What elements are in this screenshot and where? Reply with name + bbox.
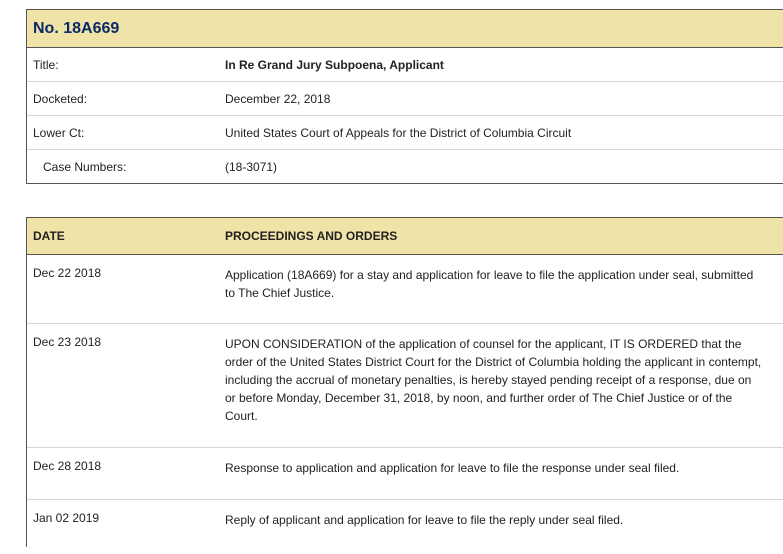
case-numbers-row xyxy=(27,150,783,184)
case-numbers-label: Case Numbers: xyxy=(43,160,127,174)
docketed-label: Docketed: xyxy=(33,91,88,106)
proceeding-row xyxy=(27,255,783,324)
title-label: Title: xyxy=(33,57,59,72)
proceedings-column-header: PROCEEDINGS AND ORDERS xyxy=(225,229,398,243)
proceeding-row xyxy=(27,500,783,548)
proceeding-text: UPON CONSIDERATION of the application of counsel for the applicant, IT IS ORDERED that the order of the United States District Court for the District of Columbia holding the applicant in contempt, including the accrual of monetary penalties, is hereby stayed pending receipt of a response, due on or before Monday, December 31, 2018, by noon, and further order of The Chief Justice or of the Court. xyxy=(225,337,762,423)
docketed-value: December 22, 2018 xyxy=(225,91,331,106)
case-numbers-value: (18-3071) xyxy=(225,160,278,174)
docketed-row xyxy=(27,82,783,116)
lower-court-row xyxy=(27,116,783,150)
proceedings-panel xyxy=(26,217,783,547)
docket-header xyxy=(27,10,783,48)
docket-info-panel xyxy=(26,9,783,184)
proceeding-date: Dec 23 2018 xyxy=(33,335,102,349)
title-row xyxy=(27,48,783,82)
date-column-header: DATE xyxy=(33,229,65,243)
proceeding-row xyxy=(27,324,783,448)
proceeding-text: Reply of applicant and application for leave to file the reply under seal filed. xyxy=(225,513,624,527)
proceedings-header xyxy=(27,218,783,255)
lower-court-label: Lower Ct: xyxy=(33,125,85,140)
proceeding-date: Dec 22 2018 xyxy=(33,266,102,280)
proceeding-date: Jan 02 2019 xyxy=(33,511,100,525)
proceeding-text: Application (18A669) for a stay and application for leave to file the application under seal, submitted to The Chief Justice. xyxy=(225,268,754,300)
proceeding-text: Response to application and application for leave to file the response under seal filed. xyxy=(225,461,680,475)
proceeding-row xyxy=(27,448,783,500)
proceeding-date: Dec 28 2018 xyxy=(33,459,102,473)
title-value: In Re Grand Jury Subpoena, Applicant xyxy=(225,57,444,72)
lower-court-value: United States Court of Appeals for the District of Columbia Circuit xyxy=(225,125,572,140)
docket-number: No. 18A669 xyxy=(33,19,120,37)
